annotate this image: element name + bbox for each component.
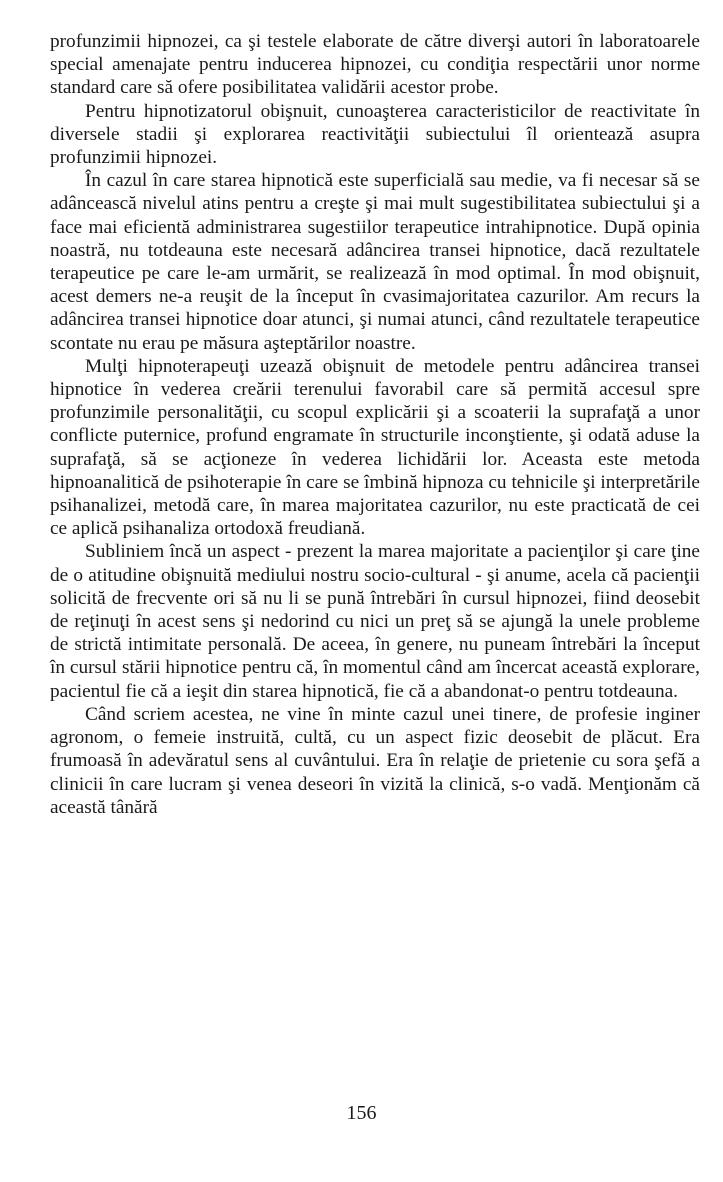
paragraph-3: În cazul în care starea hipnotică este superficială sau medie, va fi necesar să se adâncească nivelul atins pentru a creşte şi mai mult sugestibilitatea subiectului şi a face mai eficientă administrarea sugestiilor terapeutice intrahipnotice. După opinia noastră, nu totdeauna este necesară adâncirea transei hipnotice, dacă rezultatele terapeutice pe care le-am urmărit, se realizează în mod optimal. În mod obişnuit, acest demers ne-a reuşit de la început în cvasimajoritatea cazurilor. Am recurs la adâncirea transei hipnotice doar atunci, şi numai atunci, când rezultatele terapeutice scontate nu erau pe măsura aşteptărilor noastre. bbox=[50, 170, 700, 354]
paragraph-4: Mulţi hipnoterapeuţi uzează obişnuit de metodele pentru adâncirea transei hipnotice în vederea creării terenului favorabil care să permită accesul spre profunzimile personalităţii, cu scopul explicării şi a scoaterii la suprafaţă a unor conflicte puternice, profund engramate în structurile inconştiente, şi odată aduse la suprafaţă, să se acţioneze în vederea lichidării lor. Aceasta este metoda hipnoanalitică de psihoterapie în care se îmbină hipnoza cu tehnicile şi interpretările psihanalizei, metodă care, în marea majoritatea cazurilor, nu este practicată de cei ce aplică psihanaliza ortodoxă freudiană. bbox=[50, 355, 700, 540]
page-number: 156 bbox=[346, 1102, 377, 1124]
paragraph-5: Subliniem încă un aspect - prezent la marea majoritate a pacienţilor şi care ţine de o atitudine obişnuită mediului nostru socio-cultural - şi anume, acela că pacienţii solicită de frecvente ori să nu li se pună întrebări în cursul hipnozei, fiind deosebit de reţinuţi în acest sens şi nedorind cu nici un preţ să se ajungă la unele probleme de strictă intimitate personală. De aceea, în genere, nu puneam întrebări la început în cursul stării hipnotice pentru că, în momentul când am încercat această explorare, pacientul fie că a ieşit din starea hipnotică, fie că a abandonat-o pentru totdeauna. bbox=[50, 541, 700, 702]
page-body bbox=[50, 30, 700, 819]
paragraph-1: profunzimii hipnozei, ca şi testele elaborate de către diverşi autori în laboratoarele special amenajate pentru inducerea hipnozei, cu condiţia respectării unor norme standard care să ofere posibilitatea validării acestor probe. bbox=[50, 31, 700, 99]
paragraph-6: Când scriem acestea, ne vine în minte cazul unei tinere, de profesie inginer agronom, o femeie instruită, cultă, cu un aspect fizic deosebit de plăcut. Era frumoasă în adevăratul sens al cuvântului. Era în relaţie de prietenie cu sora şefă a clinicii în care lucram şi venea deseori în vizită la clinică, s-o vadă. Menţionăm că această tânără bbox=[50, 703, 700, 818]
paragraph-2: Pentru hipnotizatorul obişnuit, cunoaşterea caracteristicilor de reactivitate în diversele stadii şi explorarea reactivităţii subiectului îl orientează asupra profunzimii hipnozei. bbox=[50, 100, 700, 169]
